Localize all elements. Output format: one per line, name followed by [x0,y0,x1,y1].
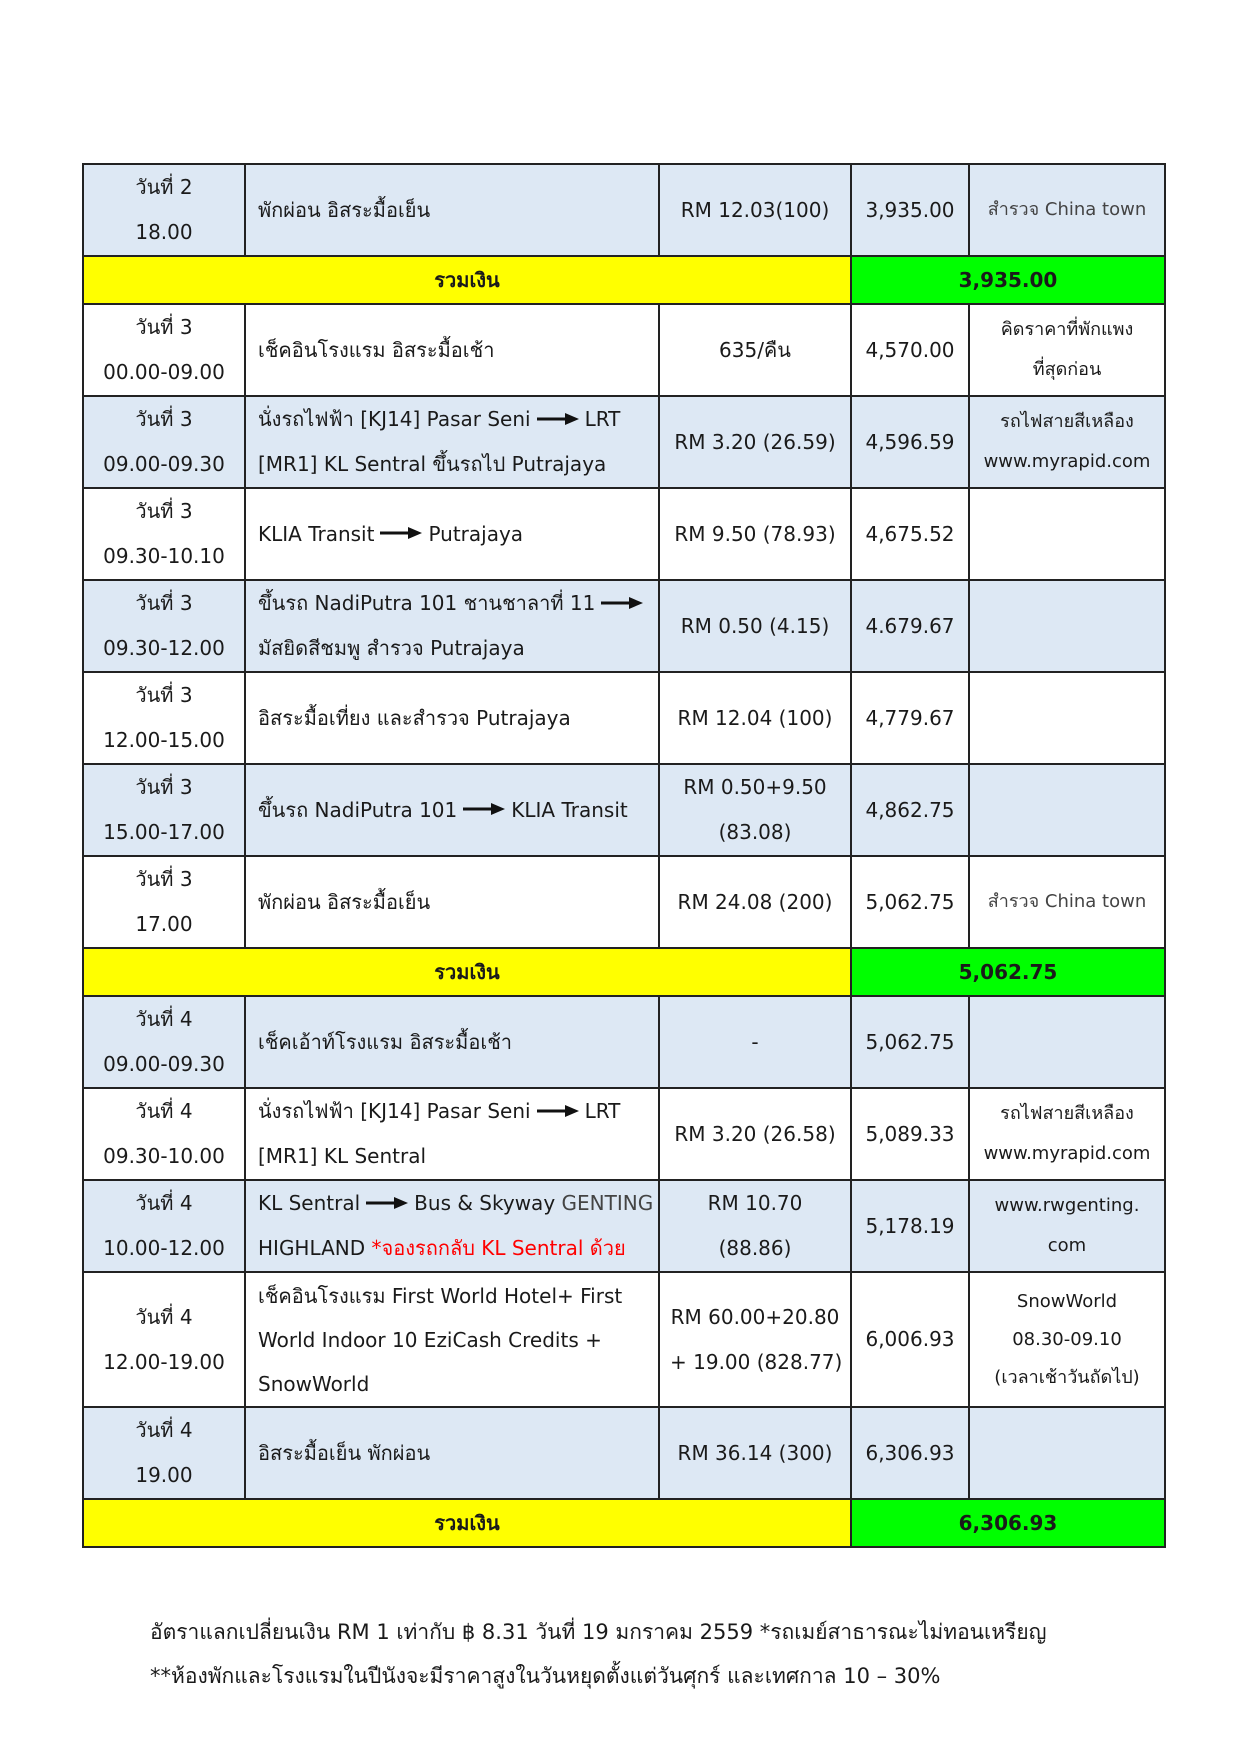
cost-cell: RM 0.50 (4.15) [659,580,851,672]
booking-warning: *จองรถกลับ KL Sentral ด้วย [371,1236,626,1260]
time-cell: วันที่ 3 12.00-15.00 [83,672,245,764]
activity-cell: นั่งรถไฟฟ้า [KJ14] Pasar Seni LRT [MR1] KL Sentral [245,1088,659,1180]
subtotal-label: รวมเงิน [83,948,851,996]
subtotal-value: 6,306.93 [851,1499,1165,1547]
activity-cell: พักผ่อน อิสระมื้อเย็น [245,164,659,256]
note-cell [969,488,1165,580]
activity-cell: อิสระมื้อเที่ยง และสำรวจ Putrajaya [245,672,659,764]
total-cell: 4,675.52 [851,488,969,580]
total-cell: 4,596.59 [851,396,969,488]
subtotal-value: 3,935.00 [851,256,1165,304]
time-cell: วันที่ 4 19.00 [83,1407,245,1499]
cost-cell: RM 12.03(100) [659,164,851,256]
note-cell: SnowWorld 08.30-09.10 (เวลาเช้าวันถัดไป) [969,1272,1165,1407]
table-row [83,1407,1165,1499]
table-row [83,396,1165,488]
total-cell: 4,862.75 [851,764,969,856]
activity-cell: อิสระมื้อเย็น พักผ่อน [245,1407,659,1499]
table-row [83,488,1165,580]
total-cell: 4.679.67 [851,580,969,672]
table-row [83,1180,1165,1272]
table-row [83,996,1165,1088]
table-row [83,856,1165,948]
time-cell: วันที่ 3 00.00-09.00 [83,304,245,396]
cost-cell: RM 9.50 (78.93) [659,488,851,580]
activity-cell: ขึ้นรถ NadiPutra 101 ชานชาลาที่ 11 มัสยิดสีชมพู สำรวจ Putrajaya [245,580,659,672]
table-row [83,164,1165,256]
cost-cell: 635/คืน [659,304,851,396]
table-row [83,1088,1165,1180]
table-row [83,304,1165,396]
cost-cell: - [659,996,851,1088]
time-cell: วันที่ 4 09.00-09.30 [83,996,245,1088]
activity-cell: ขึ้นรถ NadiPutra 101 KLIA Transit [245,764,659,856]
note-cell [969,1407,1165,1499]
activity-cell: เช็คอินโรงแรม First World Hotel+ First World Indoor 10 EziCash Credits + SnowWorld [245,1272,659,1407]
time-cell: วันที่ 2 18.00 [83,164,245,256]
subtotal-row [83,948,1165,996]
note-cell: สำรวจ China town [969,164,1165,256]
total-cell: 6,306.93 [851,1407,969,1499]
itinerary-table [82,163,1166,1548]
activity-cell: นั่งรถไฟฟ้า [KJ14] Pasar Seni LRT [MR1] KL Sentral ขึ้นรถไป Putrajaya [245,396,659,488]
cost-cell: RM 0.50+9.50 (83.08) [659,764,851,856]
table-row [83,672,1165,764]
total-cell: 6,006.93 [851,1272,969,1407]
subtotal-value: 5,062.75 [851,948,1165,996]
time-cell: วันที่ 3 15.00-17.00 [83,764,245,856]
table-row [83,1272,1165,1407]
subtotal-label: รวมเงิน [83,1499,851,1547]
total-cell: 5,062.75 [851,996,969,1088]
time-cell: วันที่ 4 10.00-12.00 [83,1180,245,1272]
note-cell: www.rwgenting. com [969,1180,1165,1272]
footnotes [150,1610,1210,1698]
note-cell [969,580,1165,672]
time-cell: วันที่ 3 09.00-09.30 [83,396,245,488]
arrow-right-icon [366,1196,408,1210]
total-cell: 5,062.75 [851,856,969,948]
note-cell: คิดราคาที่พักแพง ที่สุดก่อน [969,304,1165,396]
total-cell: 4,779.67 [851,672,969,764]
subtotal-row [83,256,1165,304]
activity-cell: เช็คเอ้าท์โรงแรม อิสระมื้อเช้า [245,996,659,1088]
note-cell [969,764,1165,856]
exchange-rate-note: อัตราแลกเปลี่ยนเงิน RM 1 เท่ากับ ฿ 8.31 วันที่ 19 มกราคม 2559 *รถเมย์สาธารณะไม่ทอนเหรียญ [150,1620,1047,1644]
time-cell: วันที่ 4 12.00-19.00 [83,1272,245,1407]
cost-cell: RM 36.14 (300) [659,1407,851,1499]
time-cell: วันที่ 4 09.30-10.00 [83,1088,245,1180]
cost-cell: RM 10.70 (88.86) [659,1180,851,1272]
table-row [83,580,1165,672]
total-cell: 4,570.00 [851,304,969,396]
arrow-right-icon [380,526,422,540]
arrow-right-icon [463,802,505,816]
cost-cell: RM 60.00+20.80 + 19.00 (828.77) [659,1272,851,1407]
arrow-right-icon [537,1104,579,1118]
time-cell: วันที่ 3 17.00 [83,856,245,948]
note-cell: สำรวจ China town [969,856,1165,948]
cost-cell: RM 12.04 (100) [659,672,851,764]
activity-cell: KL Sentral Bus & Skyway GENTING HIGHLAND *จองรถกลับ KL Sentral ด้วย [245,1180,659,1272]
arrow-right-icon [601,596,643,610]
table-row [83,764,1165,856]
time-cell: วันที่ 3 09.30-10.10 [83,488,245,580]
note-cell: รถไฟสายสีเหลือง www.myrapid.com [969,396,1165,488]
activity-cell: KLIA Transit Putrajaya [245,488,659,580]
total-cell: 5,178.19 [851,1180,969,1272]
time-cell: วันที่ 3 09.30-12.00 [83,580,245,672]
subtotal-label: รวมเงิน [83,256,851,304]
arrow-right-icon [537,412,579,426]
cost-cell: RM 3.20 (26.58) [659,1088,851,1180]
hotel-price-note: **ห้องพักและโรงแรมในปีนังจะมีราคาสูงในวันหยุดตั้งแต่วันศุกร์ และเทศกาล 10 – 30% [150,1664,941,1688]
note-cell: รถไฟสายสีเหลือง www.myrapid.com [969,1088,1165,1180]
cost-cell: RM 24.08 (200) [659,856,851,948]
activity-cell: พักผ่อน อิสระมื้อเย็น [245,856,659,948]
total-cell: 3,935.00 [851,164,969,256]
note-cell [969,672,1165,764]
cost-cell: RM 3.20 (26.59) [659,396,851,488]
note-cell [969,996,1165,1088]
subtotal-row [83,1499,1165,1547]
activity-cell: เช็คอินโรงแรม อิสระมื้อเช้า [245,304,659,396]
total-cell: 5,089.33 [851,1088,969,1180]
